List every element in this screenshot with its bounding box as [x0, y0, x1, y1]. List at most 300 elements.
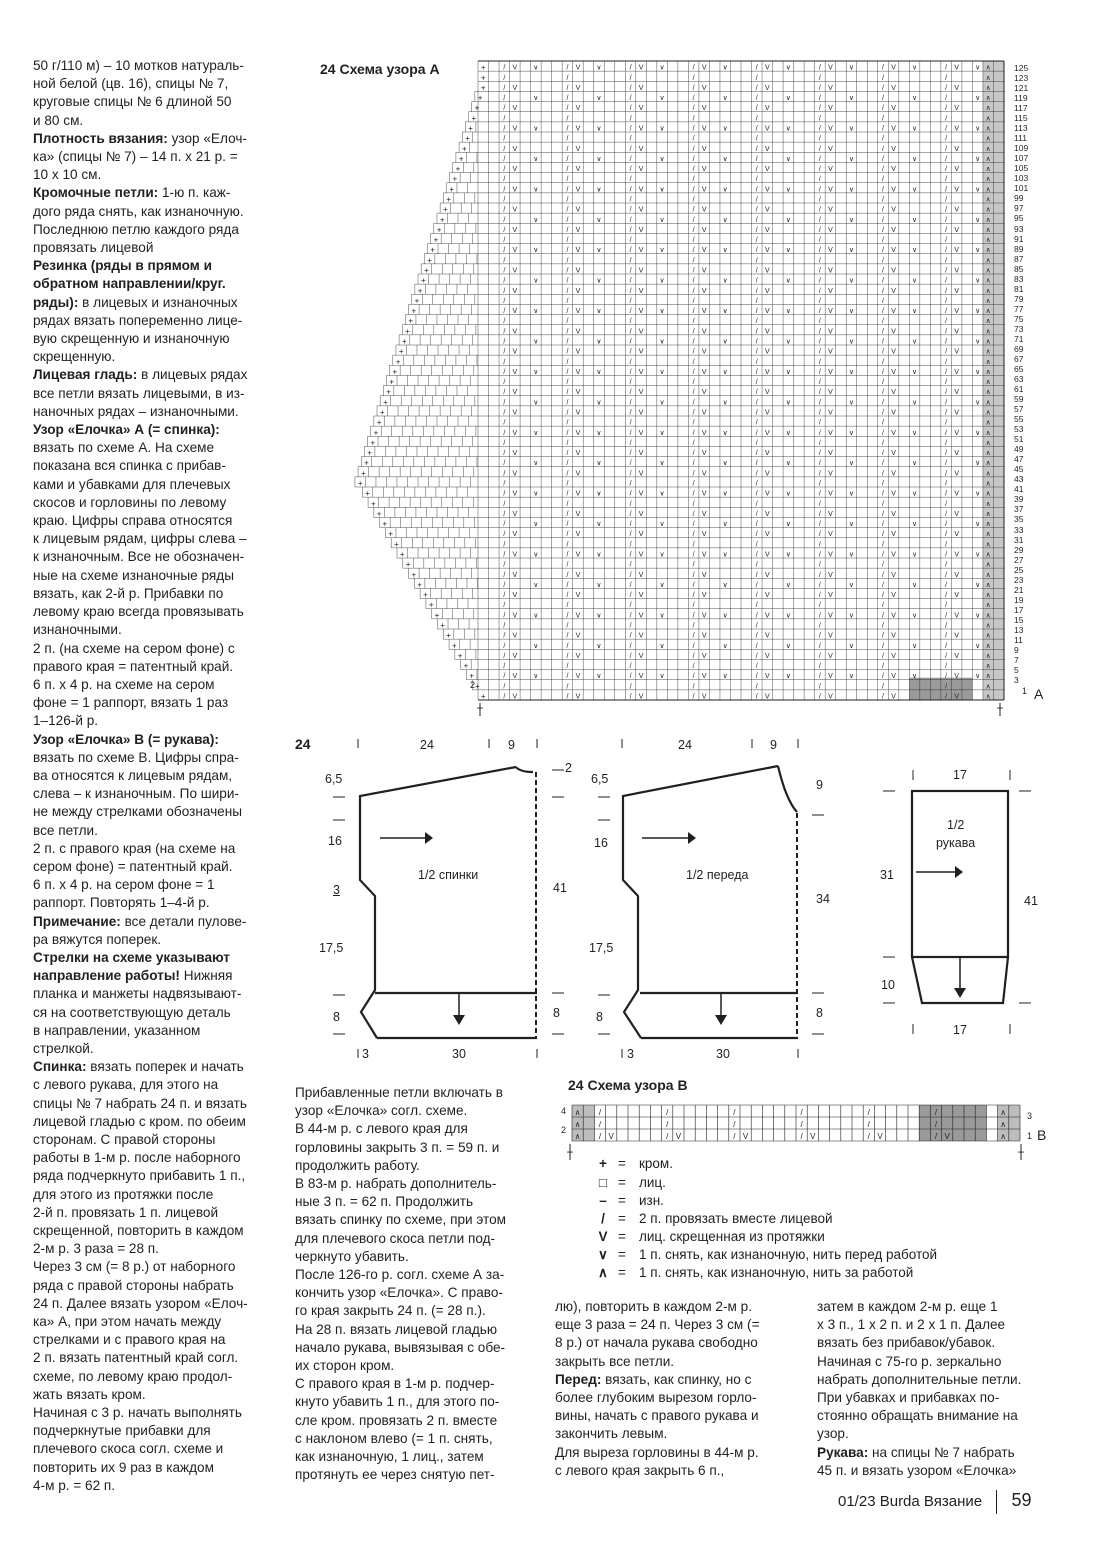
twisted-stitch-symbol: V — [701, 673, 707, 681]
front-hem-arrow-head — [715, 1015, 727, 1025]
decrease-symbol: / — [733, 1120, 736, 1129]
decrease-symbol: / — [882, 308, 884, 316]
decrease-symbol: / — [755, 673, 758, 681]
decrease-symbol: / — [566, 125, 569, 133]
decrease-symbol: / — [882, 135, 884, 143]
twisted-stitch-symbol: V — [828, 308, 833, 316]
slip-stitch-symbol: ∨ — [975, 581, 981, 589]
slip-back-symbol: ∧ — [985, 541, 991, 549]
decrease-symbol: / — [945, 308, 948, 316]
sleeve-bottom-width: 17 — [953, 1023, 967, 1037]
decrease-symbol: / — [503, 176, 506, 184]
twisted-stitch-symbol: V — [828, 84, 833, 92]
twisted-stitch-symbol: V — [877, 1132, 883, 1141]
twisted-stitch-symbol: V — [954, 409, 959, 417]
twisted-stitch-symbol: V — [512, 105, 518, 113]
front-right-main: 34 — [816, 892, 830, 906]
twisted-stitch-symbol: V — [638, 389, 644, 397]
decrease-symbol: / — [503, 287, 506, 295]
slip-stitch-symbol: ∨ — [722, 155, 728, 163]
slip-back-symbol: ∧ — [985, 642, 991, 650]
decrease-symbol: / — [629, 683, 632, 691]
plus-marker: + — [566, 1145, 574, 1159]
slip-back-symbol: ∧ — [985, 196, 991, 204]
decrease-symbol: / — [692, 135, 695, 143]
decrease-symbol: / — [503, 663, 506, 671]
chart-b-right-row-3: 3 — [1027, 1111, 1033, 1121]
selvedge-symbol: + — [455, 164, 461, 174]
slip-stitch-symbol: ∨ — [848, 521, 855, 529]
row-number: 9 — [1014, 644, 1019, 655]
twisted-stitch-symbol: V — [954, 429, 959, 437]
twisted-stitch-symbol: V — [954, 247, 959, 255]
decrease-symbol: / — [945, 125, 948, 133]
decrease-symbol: / — [755, 328, 758, 336]
slip-stitch-symbol: ∨ — [659, 429, 665, 437]
twisted-stitch-symbol: V — [701, 226, 707, 234]
decrease-symbol: / — [882, 328, 884, 336]
text-line: 24 п. Далее вязать узором «Елоч- — [33, 1295, 248, 1311]
text-line: Примечание: все детали пулове- — [33, 913, 247, 929]
selvedge-symbol: + — [433, 235, 439, 245]
decrease-symbol: / — [629, 308, 632, 316]
decrease-symbol: / — [692, 318, 695, 326]
twisted-stitch-symbol: V — [764, 84, 770, 92]
slip-stitch-symbol: ∨ — [722, 308, 728, 316]
selvedge-symbol: + — [405, 326, 410, 336]
decrease-symbol: / — [818, 155, 821, 163]
text-line: 6 п. х 4 р. на сером фоне = 1 — [33, 877, 215, 893]
decrease-symbol: / — [945, 115, 948, 123]
twisted-stitch-symbol: V — [891, 105, 896, 113]
twisted-stitch-symbol: V — [638, 206, 644, 214]
decrease-symbol: / — [566, 368, 569, 376]
text-line: круговые спицы № 6 длиной 50 — [33, 94, 232, 110]
decrease-symbol: / — [882, 592, 884, 600]
decrease-symbol: / — [629, 673, 632, 681]
twisted-stitch-symbol: V — [954, 551, 959, 559]
selvedge-symbol: + — [475, 681, 480, 691]
text-line: затем в каждом 2-м р. еще 1 — [817, 1299, 998, 1314]
decrease-symbol: / — [629, 267, 632, 275]
twisted-stitch-symbol: V — [701, 612, 707, 620]
twisted-stitch-symbol: V — [764, 510, 770, 518]
slip-stitch-symbol: ∨ — [785, 642, 791, 650]
twisted-stitch-symbol: V — [575, 287, 581, 295]
slip-back-symbol: ∧ — [985, 125, 991, 133]
twisted-stitch-symbol: V — [954, 490, 959, 498]
slip-stitch-symbol: ∨ — [848, 460, 855, 468]
slip-stitch-symbol: ∨ — [659, 460, 665, 468]
decrease-symbol: / — [629, 186, 632, 194]
decrease-symbol: / — [503, 592, 506, 600]
slip-back-symbol: ∧ — [985, 379, 991, 387]
decrease-symbol: / — [882, 561, 884, 569]
decrease-symbol: / — [692, 368, 695, 376]
slip-back-symbol: ∧ — [985, 531, 991, 539]
decrease-symbol: / — [755, 338, 758, 346]
decrease-symbol: / — [945, 74, 948, 82]
twisted-stitch-symbol: V — [638, 125, 644, 133]
decrease-symbol: / — [818, 683, 821, 691]
twisted-stitch-symbol: V — [891, 673, 896, 681]
slip-stitch-symbol: ∨ — [785, 125, 791, 133]
decrease-symbol: / — [503, 125, 506, 133]
decrease-symbol: / — [818, 490, 821, 498]
decrease-symbol: / — [503, 389, 506, 397]
slip-back-symbol: ∧ — [985, 348, 991, 356]
decrease-symbol: / — [818, 460, 821, 468]
decrease-symbol: / — [945, 64, 948, 72]
twisted-stitch-symbol: V — [742, 1132, 749, 1141]
twisted-stitch-symbol: V — [954, 267, 959, 275]
row-number: 83 — [1014, 273, 1024, 284]
slip-stitch-symbol: ∨ — [596, 399, 602, 407]
slip-stitch-symbol: ∨ — [785, 155, 791, 163]
decrease-symbol: / — [503, 308, 506, 316]
row-number: 5 — [1014, 664, 1019, 675]
twisted-stitch-symbol: V — [954, 510, 959, 518]
decrease-symbol: / — [945, 693, 948, 701]
twisted-stitch-symbol: V — [701, 84, 707, 92]
decrease-symbol: / — [818, 581, 821, 589]
legend-symbol: + — [599, 1156, 607, 1171]
slip-back-symbol: ∧ — [985, 561, 991, 569]
decrease-symbol: / — [882, 176, 884, 184]
row-number: 45 — [1014, 464, 1024, 475]
decrease-symbol: / — [503, 257, 506, 265]
decrease-symbol: / — [503, 328, 506, 336]
decrease-symbol: / — [882, 663, 884, 671]
text-line: вязать спинку по схеме, при этом — [295, 1212, 507, 1228]
legend-text: лиц. — [639, 1175, 666, 1190]
front-h5: 8 — [596, 1010, 603, 1024]
decrease-symbol: / — [692, 429, 695, 437]
text-line: дого ряда снять, как изнаночную. — [33, 203, 244, 219]
decrease-symbol: / — [566, 135, 569, 143]
slip-back-symbol: ∧ — [985, 693, 991, 701]
text-line: При убавках и прибавках по- — [817, 1390, 1000, 1406]
twisted-stitch-symbol: V — [764, 470, 770, 478]
decrease-symbol: / — [566, 439, 569, 447]
decrease-symbol: / — [692, 166, 695, 174]
decrease-symbol: / — [503, 429, 506, 437]
decrease-symbol: / — [818, 429, 821, 437]
twisted-stitch-symbol: V — [638, 64, 644, 72]
slip-stitch-symbol: ∨ — [533, 247, 539, 255]
slip-stitch-symbol: ∨ — [975, 551, 981, 559]
twisted-stitch-symbol: V — [638, 592, 644, 600]
slip-stitch-symbol: ∨ — [533, 125, 539, 133]
slip-stitch-symbol: ∨ — [848, 216, 855, 224]
text-line: 2 п. (на схеме на сером фоне) с — [33, 640, 235, 656]
decrease-symbol: / — [666, 1132, 669, 1141]
twisted-stitch-symbol: V — [575, 267, 581, 275]
decrease-symbol: / — [882, 196, 884, 204]
decrease-symbol: / — [755, 571, 758, 579]
slip-stitch-symbol: ∨ — [785, 521, 791, 529]
twisted-stitch-symbol: V — [575, 612, 581, 620]
selvedge-symbol: + — [370, 438, 376, 448]
slip-stitch-symbol: ∨ — [596, 521, 602, 529]
text-line: Спинка: вязать поперек и начать — [33, 1059, 244, 1075]
decrease-symbol: / — [629, 693, 632, 701]
selvedge-symbol: + — [449, 184, 455, 194]
twisted-stitch-symbol: V — [575, 247, 581, 255]
decrease-symbol: / — [503, 277, 506, 285]
row-number: 15 — [1014, 614, 1024, 625]
slip-stitch-symbol: ∨ — [533, 521, 539, 529]
decrease-symbol: / — [692, 226, 695, 234]
decrease-symbol: / — [945, 166, 948, 174]
legend-symbol: ∨ — [598, 1247, 608, 1262]
slip-stitch-symbol: ∨ — [722, 95, 728, 103]
twisted-stitch-symbol: V — [954, 693, 959, 701]
decrease-symbol: / — [882, 125, 884, 133]
decrease-symbol: / — [755, 632, 758, 640]
slip-stitch-symbol: ∨ — [912, 308, 918, 316]
selvedge-symbol: + — [469, 671, 475, 681]
text-line: краю. Цифры справа относятся — [33, 513, 233, 529]
decrease-symbol: / — [629, 460, 632, 468]
slip-back-symbol: ∧ — [985, 490, 991, 498]
twisted-stitch-symbol: V — [638, 632, 644, 640]
twisted-stitch-symbol: V — [764, 632, 770, 640]
twisted-stitch-symbol: V — [954, 592, 959, 600]
text-line: сле кром. провязать 2 п. вместе — [295, 1412, 498, 1428]
decrease-symbol: / — [818, 338, 821, 346]
decrease-symbol: / — [503, 480, 506, 488]
text-line: стоянно обращать внимание на — [817, 1408, 1018, 1424]
decrease-symbol: / — [566, 64, 569, 72]
decrease-symbol: / — [755, 592, 758, 600]
decrease-symbol: / — [629, 652, 632, 660]
selvedge-symbol: + — [439, 215, 445, 225]
decrease-symbol: / — [692, 419, 695, 427]
slip-stitch-symbol: ∨ — [722, 642, 728, 650]
text-line: вязать по схеме В. Цифры спра- — [33, 749, 239, 765]
legend-symbol: ∧ — [598, 1265, 608, 1280]
slip-stitch-symbol: ∨ — [848, 368, 855, 376]
decrease-symbol: / — [503, 74, 506, 82]
twisted-stitch-symbol: V — [575, 226, 581, 234]
decrease-symbol: / — [945, 196, 948, 204]
decrease-symbol: / — [945, 642, 948, 650]
decrease-symbol: / — [692, 683, 695, 691]
selvedge-symbol: + — [364, 458, 369, 468]
slip-stitch-symbol: ∨ — [533, 186, 539, 194]
twisted-stitch-symbol: V — [512, 450, 518, 458]
decrease-symbol: / — [566, 267, 569, 275]
slip-back-symbol: ∧ — [985, 683, 991, 691]
twisted-stitch-symbol: V — [575, 429, 581, 437]
slip-stitch-symbol: ∨ — [596, 490, 602, 498]
twisted-stitch-symbol: V — [701, 693, 707, 701]
selvedge-symbol: + — [386, 387, 391, 397]
decrease-symbol: / — [566, 206, 569, 214]
decrease-symbol: / — [755, 389, 758, 397]
decrease-symbol: / — [503, 105, 506, 113]
twisted-stitch-symbol: V — [701, 551, 707, 559]
back-top-neck: 9 — [508, 738, 515, 752]
twisted-stitch-symbol: V — [764, 145, 770, 153]
decrease-symbol: / — [882, 216, 884, 224]
decrease-symbol: / — [818, 95, 821, 103]
slip-stitch-symbol: ∨ — [533, 64, 539, 72]
decrease-symbol: / — [629, 226, 632, 234]
twisted-stitch-symbol: V — [954, 145, 959, 153]
twisted-stitch-symbol: V — [638, 409, 644, 417]
slip-stitch-symbol: ∨ — [785, 490, 791, 498]
slip-back-symbol: ∧ — [985, 237, 991, 245]
text-line: 10 х 10 см. — [33, 167, 102, 183]
decrease-symbol: / — [692, 308, 695, 316]
decrease-symbol: / — [882, 358, 884, 366]
decrease-symbol: / — [755, 237, 758, 245]
decrease-symbol: / — [818, 673, 821, 681]
slip-stitch-symbol: ∨ — [848, 247, 855, 255]
back-label: 1/2 спинки — [418, 868, 479, 882]
decrease-symbol: / — [692, 155, 695, 163]
sleeve-top-width: 17 — [953, 768, 967, 782]
slip-stitch-symbol: ∨ — [722, 551, 728, 559]
twisted-stitch-symbol: V — [764, 125, 770, 133]
twisted-stitch-symbol: V — [701, 652, 707, 660]
row-number: 65 — [1014, 363, 1024, 374]
selvedge-symbol: + — [463, 661, 469, 671]
twisted-stitch-symbol: V — [638, 551, 644, 559]
decrease-symbol: / — [867, 1120, 870, 1129]
twisted-stitch-symbol: V — [828, 612, 833, 620]
twisted-stitch-symbol: V — [764, 571, 770, 579]
twisted-stitch-symbol: V — [828, 510, 833, 518]
slip-stitch-symbol: ∨ — [912, 64, 918, 72]
slip-stitch-symbol: ∨ — [912, 429, 918, 437]
decrease-symbol: / — [733, 1108, 736, 1117]
slip-back-symbol: ∧ — [985, 318, 991, 326]
selvedge-symbol: + — [480, 73, 486, 83]
twisted-stitch-symbol: V — [638, 510, 644, 518]
slip-stitch-symbol: ∨ — [722, 125, 728, 133]
slip-back-symbol: ∧ — [985, 622, 991, 630]
selvedge-symbol: + — [394, 539, 399, 549]
decrease-symbol: / — [692, 693, 695, 701]
decrease-symbol: / — [818, 308, 821, 316]
decrease-symbol: / — [629, 642, 632, 650]
twisted-stitch-symbol: V — [575, 632, 581, 640]
selvedge-symbol: + — [440, 621, 446, 630]
selvedge-symbol: + — [389, 377, 395, 387]
slip-stitch-symbol: ∨ — [848, 64, 855, 72]
selvedge-symbol: + — [480, 83, 486, 93]
twisted-stitch-symbol: V — [638, 673, 644, 681]
slip-stitch-symbol: ∨ — [975, 460, 981, 468]
row-number: 73 — [1014, 323, 1024, 334]
decrease-symbol: / — [503, 409, 506, 417]
selvedge-symbol: + — [461, 144, 467, 154]
text-line: стрелкой. — [33, 1040, 94, 1056]
slip-stitch-symbol: ∨ — [722, 612, 728, 620]
decrease-symbol: / — [566, 581, 569, 589]
slip-stitch-symbol: ∨ — [975, 399, 981, 407]
decrease-symbol: / — [566, 652, 569, 660]
decrease-symbol: / — [755, 84, 758, 92]
page-number: 59 — [1011, 1490, 1032, 1510]
decrease-symbol: / — [629, 338, 632, 346]
decrease-symbol: / — [566, 571, 569, 579]
decrease-symbol: / — [755, 226, 758, 234]
back-hem-arrow-head — [453, 1015, 465, 1025]
twisted-stitch-symbol: V — [701, 247, 707, 255]
row-number: 117 — [1014, 103, 1028, 114]
twisted-stitch-symbol: V — [512, 389, 518, 397]
slip-stitch-symbol: ∨ — [785, 429, 791, 437]
row-number: 99 — [1014, 193, 1024, 204]
decrease-symbol: / — [692, 612, 695, 620]
decrease-symbol: / — [882, 612, 884, 620]
twisted-stitch-symbol: V — [638, 287, 644, 295]
back-bottom-width: 30 — [452, 1047, 466, 1061]
twisted-stitch-symbol: V — [575, 84, 581, 92]
twisted-stitch-symbol: V — [891, 348, 896, 356]
slip-stitch-symbol: ∨ — [659, 581, 665, 589]
decrease-symbol: / — [503, 521, 506, 529]
decrease-symbol: / — [755, 541, 758, 549]
slip-stitch-symbol: ∨ — [659, 95, 665, 103]
sleeve-label-1: 1/2 — [947, 818, 965, 832]
twisted-stitch-symbol: V — [954, 531, 959, 539]
text-line: 4-м р. = 62 п. — [33, 1477, 116, 1493]
slip-stitch-symbol: ∨ — [975, 186, 981, 194]
text-line: к изнаночным. Все не обозначен- — [33, 549, 245, 565]
decrease-symbol: / — [882, 581, 884, 589]
decrease-symbol: / — [882, 490, 884, 498]
plus-marker: + — [996, 701, 1004, 715]
decrease-symbol: / — [692, 277, 695, 285]
decrease-symbol: / — [503, 297, 506, 305]
front-label: 1/2 переда — [686, 868, 749, 882]
twisted-stitch-symbol: V — [764, 652, 770, 660]
slip-stitch-symbol: ∨ — [722, 460, 728, 468]
twisted-stitch-symbol: V — [575, 389, 581, 397]
decrease-symbol: / — [945, 652, 948, 660]
twisted-stitch-symbol: V — [828, 389, 833, 397]
decrease-symbol: / — [692, 216, 695, 224]
decrease-symbol: / — [692, 561, 695, 569]
slip-stitch-symbol: ∨ — [848, 277, 855, 285]
decrease-symbol: / — [755, 652, 758, 660]
slip-stitch-symbol: ∨ — [659, 642, 665, 650]
slip-stitch-symbol: ∨ — [785, 673, 791, 681]
twisted-stitch-symbol: V — [512, 490, 518, 498]
slip-stitch-symbol: ∨ — [975, 612, 981, 620]
back-right-main: 41 — [553, 881, 567, 895]
decrease-symbol: / — [503, 237, 506, 245]
twisted-stitch-symbol: V — [954, 64, 959, 72]
row-number: 41 — [1014, 484, 1024, 495]
twisted-stitch-symbol: V — [638, 186, 644, 194]
decrease-symbol: / — [629, 510, 632, 518]
twisted-stitch-symbol: V — [512, 64, 518, 72]
decrease-symbol: / — [692, 64, 695, 72]
decrease-symbol: / — [692, 510, 695, 518]
twisted-stitch-symbol: V — [891, 652, 896, 660]
decrease-symbol: / — [755, 612, 758, 620]
decrease-symbol: / — [629, 389, 632, 397]
twisted-stitch-symbol: V — [575, 551, 581, 559]
decrease-symbol: / — [945, 145, 948, 153]
text-line: скосов и горловины по левому — [33, 494, 227, 510]
